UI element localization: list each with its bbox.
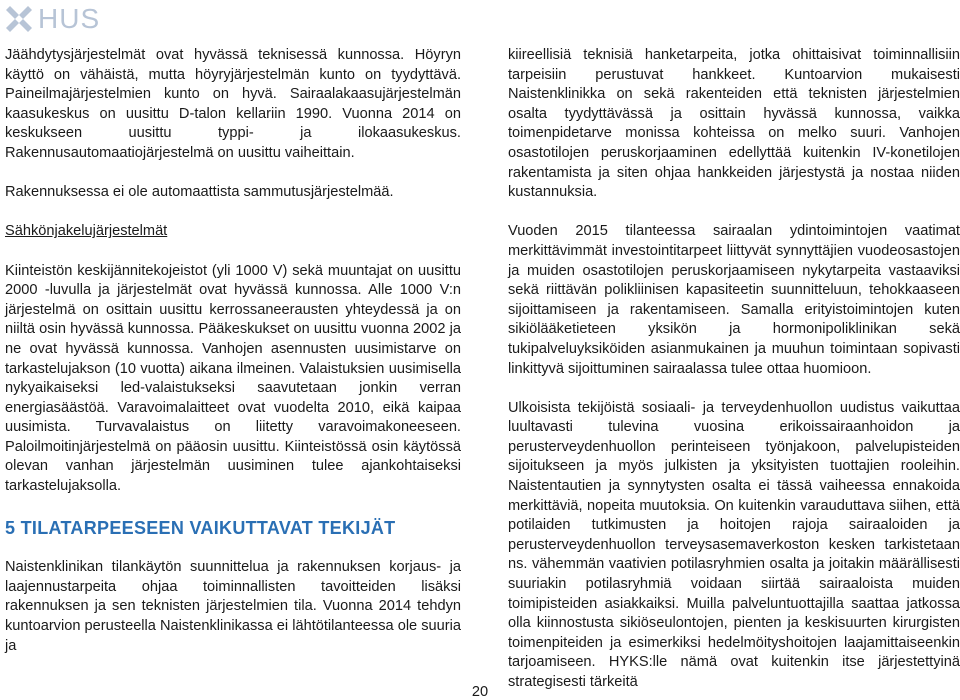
subheading-electrical: Sähkönjakelujärjestelmät xyxy=(5,223,168,240)
hus-cross-logo-icon xyxy=(4,4,34,34)
page-number: 20 xyxy=(471,684,489,700)
paragraph-electrical-systems: Kiinteistön keskijännitekojeistot (yli 1000 V) sekä muuntajat on uusittu 2000 -luvulla ja järjestelmät ovat hyvässä kunnossa. Alle 1000 V:n järjestelmä on osittain uusittu kerrossaneerausten yhteydessä ja on niiltä osin hyvässä kunnossa. Pääkeskukset on uusittu vuonna 2002 ja ne ovat hyvässä kunnossa. Vanhojen asennusten uusimistarve on tarkastelujakson (10 vuotta) aikana ilmeinen. Valaistuksien uusimisella nykyaikaiseksi led-valaistukseksi saavutetaan jonkin verran energiasäästöä. Varavoimalaitteet ovat vuodelta 2010, eikä kaipaa uusimista. Turvavalaistus on liitetty varavoimakoneeseen. Paloilmoitinjärjestelmä on pääosin uusittu. Kiinteistössä osin käytössä olevan vanhan järjestelmän uusiminen tulee ajankohtaiseksi tarkastelujaksolla. xyxy=(5,262,461,495)
paragraph-urgent-needs: kiireellisiä teknisiä hanketarpeita, jotka ohittaisivat toiminnallisiin tarpeisiin perustuvat hankkeet. Kuntoarvion mukaisesti Naistenklinikka on sekä rakenteiden että teknisten järjestelmien osalta tyydyttävässä ja osittain hyvässä kunnossa, vaikka toimenpidetarve monissa kohteissa on melko suuri. Vanhojen osastotilojen peruskorjaaminen edellyttää kuitenkin IV-konetilojen rakentamista ja siten ohjaa hankkeiden järjestystä ja nostaa niiden kustannuksia. xyxy=(508,47,960,201)
logo-text: HUS xyxy=(38,3,101,34)
paragraph-investment-needs: Vuoden 2015 tilanteessa sairaalan ydintoimintojen vaatimat merkittävimmät investointitarpeet liittyvät synnyttäjien vuodeosastojen ja muiden osastotilojen peruskorjaamiseen nykytarpeita vastaaviksi sekä riittävän polikliinisen kapasiteetin suunnitteluun, tehokkaaseen sijoittamiseen ja rakentamiseen. Samalla erityistoimintojen kuten sikiölääketieteen yksikön ja hormonipoliklinikan sekä tukipalveluyksiköiden asianmukainen ja muuhun toimintaan sopivasti linkittyvä sijoittuminen sairaalassa tulee ottaa huomioon. xyxy=(508,223,960,377)
right-column xyxy=(508,46,960,693)
paragraph-cooling-systems: Jäähdytysjärjestelmät ovat hyvässä teknisessä kunnossa. Höyryn käyttö on vähäistä, mutta höyryjärjestelmän kunto on tyydyttävä. Paineilmajärjestelmien kunto on hyvä. Sairaalakaasujärjestelmän kaasukeskus on uusittu D-talon kellariin 1990. Vuonna 2014 on keskukseen uusittu typpi- ja ilokaasukeskus. Rakennusautomaatiojärjestelmä on uusittu vaiheittain. xyxy=(5,47,461,161)
paragraph-space-planning: Naistenklinikan tilankäytön suunnittelua ja rakennuksen korjaus- ja laajennustarpeita ohjaa toiminnallisten tavoitteiden lisäksi rakennuksen ja sen teknisten järjestelmien tila. Vuonna 2014 tehdyn kuntoarvion perusteella Naistenklinikassa ei lähtötilanteessa ole suuria ja xyxy=(5,559,461,654)
hus-logo xyxy=(4,4,100,34)
chapter-heading: 5 TILATARPEESEEN VAIKUTTAVAT TEKIJÄT xyxy=(5,518,396,539)
paragraph-fire-suppression: Rakennuksessa ei ole automaattista sammutusjärjestelmää. xyxy=(5,184,394,201)
paragraph-external-factors: Ulkoisista tekijöistä sosiaali- ja terveydenhuollon uudistus vaikuttaa luultavasti tulevina vuosina erikoissairaanhoidon ja perusterveydenhuollon perinteiseen työnjakoon, palvelupisteiden sijoitukseen ja myös julkisten ja yksityisten tuottajien rooleihin. Naistentautien ja synnytysten osalta ei tässä vaiheessa ennakoida merkittäviä, nopeita muutoksia. On kuitenkin varauduttava siihen, että potilaiden tutkimusten ja hoitojen rajoja sairaaloiden ja perusterveydenhuollon terveysasemaverkoston kesken tarkistetaan ns. vähemmän vaativien potilasryhmien osalta ja joitakin määrällisesti suuriakin potilasryhmiä voidaan siirtää sairaaloista muiden toimipisteiden asiakkaiksi. Muilla palveluntuottajilla saattaa jatkossa olla kiinnostusta sikiöseulontojen, pienten ja keskisuurten kirurgisten toimenpiteiden ja esimerkiksi hedelmöityshoitojen laajamittaiseenkin tarjoamiseen. HYKS:lle nämä ovat kuitenkin itse järjestettyinä strategisesti tärkeitä xyxy=(508,399,960,690)
left-column xyxy=(5,46,461,656)
